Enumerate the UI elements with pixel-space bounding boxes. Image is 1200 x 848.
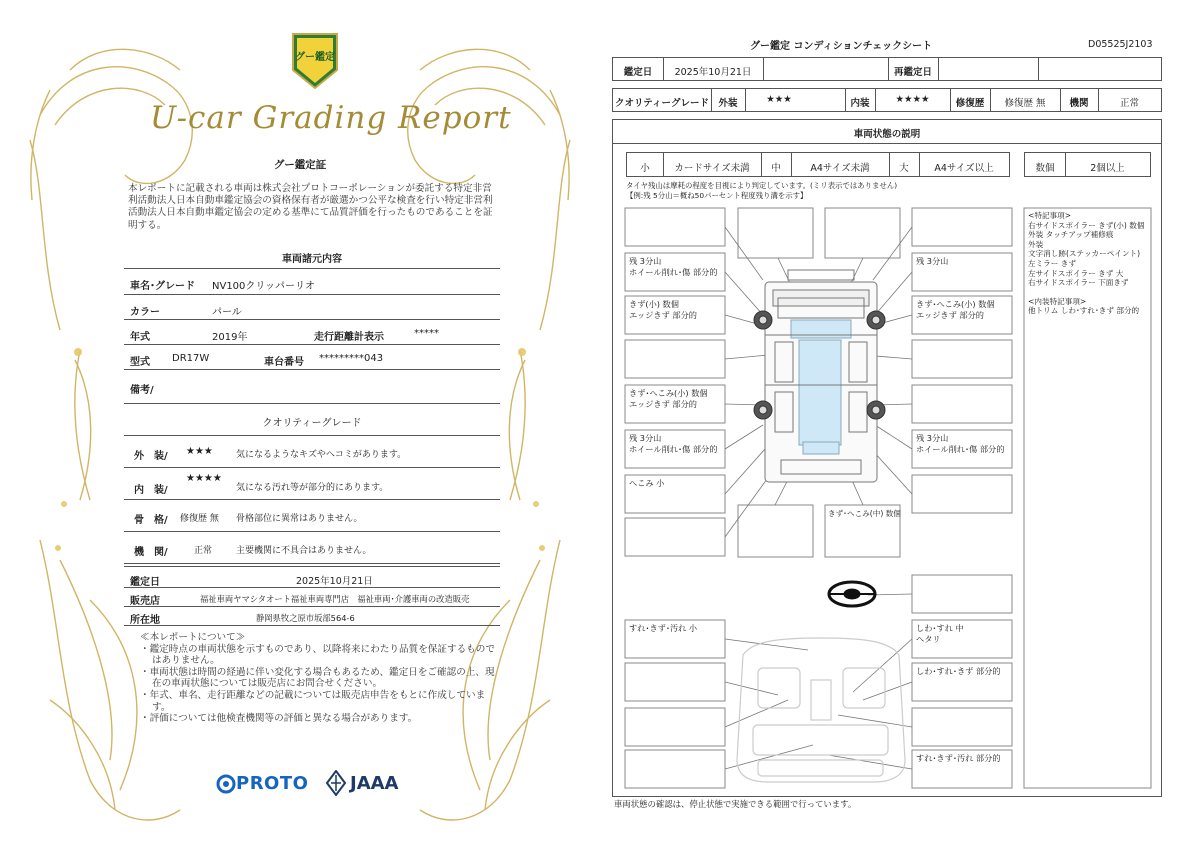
year-value: 2019年	[212, 332, 248, 343]
engine-description: 主要機関に不具合はありません。	[236, 546, 372, 556]
engine-label: 機関	[1069, 98, 1089, 109]
interior-notes-title: <内装特記事項>	[1028, 296, 1087, 306]
car-name-value: NV100クリッパーリオ	[212, 281, 315, 292]
date-value: 2025年10月21日	[674, 67, 752, 78]
interior-note-item: 他トリム しわ･すれ･きず 部分的	[1028, 306, 1140, 316]
callout-left-front-door: きず(小) 数個 エッジきず 部分的	[629, 299, 697, 320]
tire-example: 【例:残 5分山＝概ね50パーセント程度残り溝を示す】	[626, 191, 808, 200]
dealer-value: 福祉車両ヤマシタオート福祉車両専門店 福祉車両･介護車両の改造販売	[200, 594, 470, 604]
special-note-item: 右サイドスポイラー きず(小) 数個	[1028, 220, 1145, 230]
note-item: ・鑑定時点の車両状態を示すものであり、以降将来にわたり品質を保証するものではありません。	[140, 643, 495, 667]
repair-value: 修復歴 無	[1004, 98, 1046, 109]
steering-wheel-icon	[829, 582, 875, 606]
report-notes	[140, 632, 496, 725]
engine-grade-row	[124, 532, 500, 564]
dealer-row	[124, 588, 500, 607]
explain-title: 車両状態の説明	[853, 129, 921, 140]
address-label: 所在地	[130, 615, 160, 626]
special-notes-title: <特記事項>	[1028, 211, 1072, 220]
callout-left-front-tire: 残 3分山 ホイール削れ･傷 部分的	[629, 256, 718, 277]
special-notes	[1028, 211, 1144, 316]
exterior-stars: ★★★	[766, 94, 792, 105]
certificate-title: グー鑑定証	[273, 159, 327, 171]
callout-right-front-door: きず･へこみ(小) 数個 エッジきず 部分的	[916, 299, 995, 320]
note-item: ・年式、車名、走行距離などの記載については販売店申告をもとに作成しています。	[140, 689, 486, 713]
footer-note: 車両状態の確認は、停止状態で実施できる範囲で行っています。	[614, 799, 857, 809]
model-value: DR17W	[172, 353, 210, 364]
interior-stars: ★★★★	[186, 473, 222, 484]
sponsor-logos	[214, 768, 414, 800]
note-item: ・評価については他検査機関等の評価と異なる場合があります。	[140, 713, 418, 725]
special-note-item: 文字消し跡(ステッカーペイント)	[1028, 249, 1141, 259]
year-row	[124, 320, 500, 345]
mileage-value: *****	[414, 328, 439, 339]
interior-outline	[737, 638, 905, 782]
repair-label: 修復歴	[955, 98, 985, 109]
sheet-id: D05525J2103	[1088, 39, 1153, 50]
size-small-label: 小	[640, 163, 650, 174]
car-topview	[765, 270, 877, 482]
exterior-label: 外装	[718, 98, 738, 109]
frame-description: 骨格部位に異常はありません。	[236, 514, 363, 524]
special-note-item: 左サイドスポイラー きず 大	[1028, 268, 1124, 278]
callout-interior-front: すれ･きず･汚れ 小	[629, 623, 698, 633]
callout-interior-right-top: しわ･すれ 中 ヘタリ	[916, 623, 964, 644]
frame-value: 修復歴 無	[180, 514, 219, 524]
size-small-desc: カードサイズ未満	[674, 163, 750, 174]
interior-grade-row	[124, 468, 500, 500]
reinspect-label: 再鑑定日	[893, 67, 932, 78]
interior-stars: ★★★★	[895, 94, 930, 105]
engine-label: 機 関/	[134, 547, 168, 558]
size-large-desc: A4サイズ以上	[934, 163, 994, 174]
notes-title: ≪本レポートについて≫	[140, 632, 246, 643]
condition-check-sheet	[600, 0, 1200, 848]
address-row	[124, 607, 500, 626]
size-mid-desc: A4サイズ未満	[810, 163, 870, 174]
inspection-date-row	[124, 566, 500, 588]
badge-label: グー鑑定	[295, 52, 335, 63]
special-note-item: 外装	[1028, 239, 1044, 249]
special-note-item: 外装 タッチアップ補修痕	[1028, 230, 1114, 240]
callout-left-rear-tire: 残 3分山 ホイール削れ･傷 部分的	[629, 433, 718, 454]
exterior-stars: ★★★	[186, 446, 213, 457]
inspection-date-value: 2025年10月21日	[296, 576, 373, 587]
color-row	[124, 295, 500, 320]
callout-interior-right-mid: しわ･すれ･きず 部分的	[916, 666, 1001, 676]
year-label: 年式	[130, 332, 150, 343]
quality-title: クオリティーグレード	[262, 418, 362, 429]
frame-label: 骨 格/	[134, 515, 168, 526]
interior-label: 内装	[850, 98, 870, 109]
sheet-title: グー鑑定 コンディションチェックシート	[750, 41, 933, 52]
exterior-description: 気になるようなキズやヘコミがあります。	[236, 450, 407, 460]
spec-title-row	[124, 244, 500, 269]
exterior-grade-row	[124, 436, 500, 468]
jaaa-logo-text: JAAA	[350, 773, 399, 794]
special-note-item: 左ミラー きず	[1028, 258, 1076, 268]
spec-title: 車両諸元内容	[282, 254, 342, 265]
special-note-item: 右サイドスポイラー 下面きず	[1028, 278, 1129, 288]
mileage-label: 走行距離計表示	[314, 332, 384, 343]
grade-summary-bar	[612, 88, 1162, 112]
count-desc: 2個以上	[1090, 163, 1125, 174]
note-item: ・車両状態は時間の経過に伴い変化する場合もあるため、鑑定日をご確認の上、現在の車両状態については販売店にお問合せください。	[140, 666, 495, 690]
chassis-label: 車台番号	[264, 357, 304, 368]
date-label: 鑑定日	[623, 67, 653, 78]
chassis-value: *********043	[319, 353, 384, 364]
color-value: パール	[212, 307, 242, 318]
certificate-lead-text: 本レポートに記載される車両は株式会社プロトコーポレーションが委託する特定非営利活動法人日本自動車鑑定協会の資格保有者が厳選かつ公平な検査を行い特定非営利活動法人日本自動車鑑定協会の定める基準にて品質評価を行ったものであることを証明する。	[128, 183, 493, 231]
jaaa-logo-icon	[326, 770, 346, 796]
car-name-row	[124, 269, 500, 295]
engine-value: 正常	[194, 546, 213, 556]
model-label: 型式	[130, 357, 150, 368]
count-label: 数個	[1035, 163, 1055, 174]
proto-logo-text: PROTO	[236, 773, 309, 794]
report-script-title: U-car Grading Report	[150, 100, 512, 136]
remarks-row	[124, 370, 500, 404]
dealer-label: 販売店	[130, 596, 160, 607]
remarks-label: 備考/	[130, 385, 154, 396]
callout-interior-right-bottom: すれ･きず･汚れ 部分的	[916, 753, 1001, 763]
callout-rear-bumper: きず･へこみ(中) 数個	[828, 509, 901, 518]
model-row	[124, 345, 500, 370]
callout-left-rear-quarter: へこみ 小	[629, 478, 665, 488]
vehicle-spec-table	[124, 244, 500, 604]
callout-right-rear-tire: 残 3分山 ホイール削れ･傷 部分的	[916, 433, 1005, 454]
color-label: カラー	[130, 307, 160, 318]
size-large-label: 大	[899, 163, 909, 174]
callout-right-front-tire: 残 3分山	[916, 256, 949, 266]
inspection-date-bar	[612, 57, 1162, 81]
dealer-info-table	[124, 566, 500, 626]
proto-logo-icon	[216, 774, 236, 794]
interior-description: 気になる汚れ等が部分的にあります。	[236, 483, 389, 493]
quality-title-row	[124, 404, 500, 436]
goo-kantei-badge	[287, 30, 343, 92]
frame-grade-row	[124, 500, 500, 532]
interior-label: 内 装/	[134, 485, 168, 496]
car-name-label: 車名･グレード	[130, 281, 195, 292]
engine-value: 正常	[1119, 98, 1139, 109]
size-mid-label: 中	[771, 163, 781, 174]
quality-label: クオリティーグレード	[614, 98, 710, 109]
vehicle-condition-panel	[612, 119, 1162, 797]
tire-note: タイヤ残山は摩耗の程度を目視により判定しています。(ミリ表示ではありません)	[626, 181, 898, 190]
exterior-label: 外 装/	[134, 451, 168, 462]
inspection-date-label: 鑑定日	[130, 577, 160, 588]
address-value: 静岡県牧之原市坂部564-6	[256, 613, 355, 623]
callout-left-rear-door: きず･へこみ(小) 数個 エッジきず 部分的	[629, 388, 708, 409]
